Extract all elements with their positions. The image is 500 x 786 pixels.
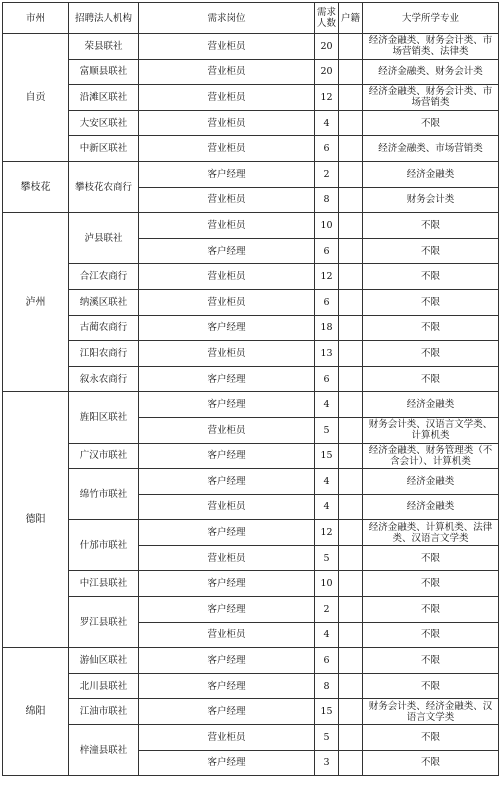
position-cell: 营业柜员 (139, 545, 315, 571)
org-cell: 中新区联社 (69, 136, 139, 162)
table-row (3, 571, 499, 597)
city-cell: 绵阳 (3, 648, 69, 776)
hukou-cell (339, 648, 363, 674)
table-row (3, 469, 499, 495)
org-cell: 广汉市联社 (69, 443, 139, 469)
major-cell: 不限 (363, 571, 499, 597)
table-row (3, 213, 499, 239)
org-cell: 绵竹市联社 (69, 469, 139, 520)
org-cell: 荣县联社 (69, 34, 139, 60)
major-cell: 经济金融类 (363, 392, 499, 418)
org-cell: 江油市联社 (69, 699, 139, 725)
count-cell: 12 (315, 520, 339, 546)
hukou-cell (339, 264, 363, 290)
major-cell: 经济金融类、财务会计类、市场营销类 (363, 85, 499, 111)
position-cell: 客户经理 (139, 443, 315, 469)
count-cell: 5 (315, 545, 339, 571)
table-row (3, 443, 499, 469)
count-cell: 8 (315, 187, 339, 213)
count-cell: 8 (315, 673, 339, 699)
org-cell: 富顺县联社 (69, 59, 139, 85)
position-cell: 客户经理 (139, 699, 315, 725)
count-cell: 6 (315, 366, 339, 392)
position-cell: 客户经理 (139, 392, 315, 418)
position-cell: 营业柜员 (139, 264, 315, 290)
table-row (3, 648, 499, 674)
hukou-cell (339, 366, 363, 392)
count-cell: 18 (315, 315, 339, 341)
org-cell: 罗江县联社 (69, 597, 139, 648)
position-cell: 客户经理 (139, 520, 315, 546)
major-cell: 不限 (363, 213, 499, 239)
hukou-cell (339, 238, 363, 264)
position-cell: 营业柜员 (139, 417, 315, 443)
org-cell: 沿滩区联社 (69, 85, 139, 111)
major-cell: 财务会计类、经济金融类、汉语言文学类 (363, 699, 499, 725)
position-cell: 营业柜员 (139, 622, 315, 648)
position-cell: 客户经理 (139, 315, 315, 341)
position-cell: 营业柜员 (139, 187, 315, 213)
major-cell: 不限 (363, 366, 499, 392)
header-count: 需求人数 (315, 3, 339, 34)
hukou-cell (339, 673, 363, 699)
table-row (3, 34, 499, 60)
major-cell: 经济金融类、计算机类、法律类、汉语言文学类 (363, 520, 499, 546)
table-row (3, 289, 499, 315)
org-cell: 江阳农商行 (69, 341, 139, 367)
count-cell: 4 (315, 110, 339, 136)
org-cell: 大安区联社 (69, 110, 139, 136)
major-cell: 不限 (363, 289, 499, 315)
major-cell: 不限 (363, 725, 499, 751)
hukou-cell (339, 213, 363, 239)
table-row (3, 161, 499, 187)
org-cell: 合江农商行 (69, 264, 139, 290)
org-cell: 攀枝花农商行 (69, 161, 139, 212)
hukou-cell (339, 392, 363, 418)
hukou-cell (339, 622, 363, 648)
major-cell: 不限 (363, 110, 499, 136)
count-cell: 4 (315, 622, 339, 648)
major-cell: 经济金融类 (363, 494, 499, 520)
major-cell: 经济金融类 (363, 161, 499, 187)
table-row (3, 136, 499, 162)
org-cell: 纳溪区联社 (69, 289, 139, 315)
major-cell: 不限 (363, 648, 499, 674)
count-cell: 5 (315, 725, 339, 751)
position-cell: 营业柜员 (139, 110, 315, 136)
position-cell: 客户经理 (139, 673, 315, 699)
recruitment-table (2, 2, 499, 776)
table-row (3, 110, 499, 136)
position-cell: 营业柜员 (139, 494, 315, 520)
org-cell: 旌阳区联社 (69, 392, 139, 443)
hukou-cell (339, 110, 363, 136)
hukou-cell (339, 443, 363, 469)
hukou-cell (339, 187, 363, 213)
major-cell: 不限 (363, 673, 499, 699)
position-cell: 客户经理 (139, 597, 315, 623)
table-body (3, 34, 499, 776)
org-cell: 泸县联社 (69, 213, 139, 264)
header-city: 市州 (3, 3, 69, 34)
table-row (3, 264, 499, 290)
position-cell: 客户经理 (139, 161, 315, 187)
position-cell: 营业柜员 (139, 725, 315, 751)
hukou-cell (339, 34, 363, 60)
hukou-cell (339, 571, 363, 597)
table-row (3, 392, 499, 418)
count-cell: 4 (315, 469, 339, 495)
hukou-cell (339, 289, 363, 315)
table-row (3, 366, 499, 392)
count-cell: 5 (315, 417, 339, 443)
org-cell: 叙永农商行 (69, 366, 139, 392)
major-cell: 经济金融类、市场营销类 (363, 136, 499, 162)
count-cell: 10 (315, 571, 339, 597)
table-row (3, 59, 499, 85)
count-cell: 3 (315, 750, 339, 776)
major-cell: 经济金融类、财务会计类、市场营销类、法律类 (363, 34, 499, 60)
city-cell: 攀枝花 (3, 161, 69, 212)
org-cell: 梓潼县联社 (69, 725, 139, 776)
hukou-cell (339, 699, 363, 725)
table-row (3, 699, 499, 725)
position-cell: 营业柜员 (139, 213, 315, 239)
hukou-cell (339, 469, 363, 495)
org-cell: 游仙区联社 (69, 648, 139, 674)
count-cell: 15 (315, 699, 339, 725)
table-row (3, 520, 499, 546)
table-row (3, 673, 499, 699)
major-cell: 经济金融类、财务会计类 (363, 59, 499, 85)
hukou-cell (339, 341, 363, 367)
count-cell: 10 (315, 213, 339, 239)
major-cell: 经济金融类 (363, 469, 499, 495)
org-cell: 什邡市联社 (69, 520, 139, 571)
org-cell: 北川县联社 (69, 673, 139, 699)
major-cell: 不限 (363, 622, 499, 648)
city-cell: 德阳 (3, 392, 69, 648)
hukou-cell (339, 315, 363, 341)
count-cell: 13 (315, 341, 339, 367)
position-cell: 营业柜员 (139, 34, 315, 60)
count-cell: 20 (315, 59, 339, 85)
count-cell: 20 (315, 34, 339, 60)
city-cell: 泸州 (3, 213, 69, 392)
header-row (3, 3, 499, 34)
count-cell: 6 (315, 648, 339, 674)
major-cell: 不限 (363, 750, 499, 776)
org-cell: 中江县联社 (69, 571, 139, 597)
header-hukou: 户籍 (339, 3, 363, 34)
major-cell: 不限 (363, 238, 499, 264)
count-cell: 6 (315, 136, 339, 162)
count-cell: 6 (315, 238, 339, 264)
hukou-cell (339, 725, 363, 751)
city-cell: 自贡 (3, 34, 69, 162)
hukou-cell (339, 161, 363, 187)
table-row (3, 725, 499, 751)
hukou-cell (339, 85, 363, 111)
header-position: 需求岗位 (139, 3, 315, 34)
header-major: 大学所学专业 (363, 3, 499, 34)
position-cell: 营业柜员 (139, 59, 315, 85)
count-cell: 12 (315, 85, 339, 111)
position-cell: 营业柜员 (139, 136, 315, 162)
position-cell: 客户经理 (139, 571, 315, 597)
header-org: 招聘法人机构 (69, 3, 139, 34)
position-cell: 营业柜员 (139, 85, 315, 111)
table-row (3, 341, 499, 367)
hukou-cell (339, 417, 363, 443)
position-cell: 客户经理 (139, 750, 315, 776)
count-cell: 2 (315, 161, 339, 187)
major-cell: 财务会计类 (363, 187, 499, 213)
major-cell: 不限 (363, 341, 499, 367)
count-cell: 4 (315, 392, 339, 418)
table-row (3, 315, 499, 341)
major-cell: 不限 (363, 597, 499, 623)
major-cell: 不限 (363, 545, 499, 571)
count-cell: 15 (315, 443, 339, 469)
major-cell: 不限 (363, 264, 499, 290)
position-cell: 客户经理 (139, 366, 315, 392)
position-cell: 客户经理 (139, 469, 315, 495)
major-cell: 不限 (363, 315, 499, 341)
table-row (3, 85, 499, 111)
major-cell: 经济金融类、财务管理类（不含会计）、计算机类 (363, 443, 499, 469)
table-row (3, 597, 499, 623)
position-cell: 客户经理 (139, 238, 315, 264)
hukou-cell (339, 494, 363, 520)
hukou-cell (339, 59, 363, 85)
count-cell: 2 (315, 597, 339, 623)
org-cell: 古蔺农商行 (69, 315, 139, 341)
position-cell: 营业柜员 (139, 341, 315, 367)
count-cell: 6 (315, 289, 339, 315)
hukou-cell (339, 545, 363, 571)
major-cell: 财务会计类、汉语言文学类、计算机类 (363, 417, 499, 443)
position-cell: 营业柜员 (139, 289, 315, 315)
hukou-cell (339, 750, 363, 776)
hukou-cell (339, 597, 363, 623)
hukou-cell (339, 136, 363, 162)
count-cell: 12 (315, 264, 339, 290)
hukou-cell (339, 520, 363, 546)
count-cell: 4 (315, 494, 339, 520)
position-cell: 客户经理 (139, 648, 315, 674)
